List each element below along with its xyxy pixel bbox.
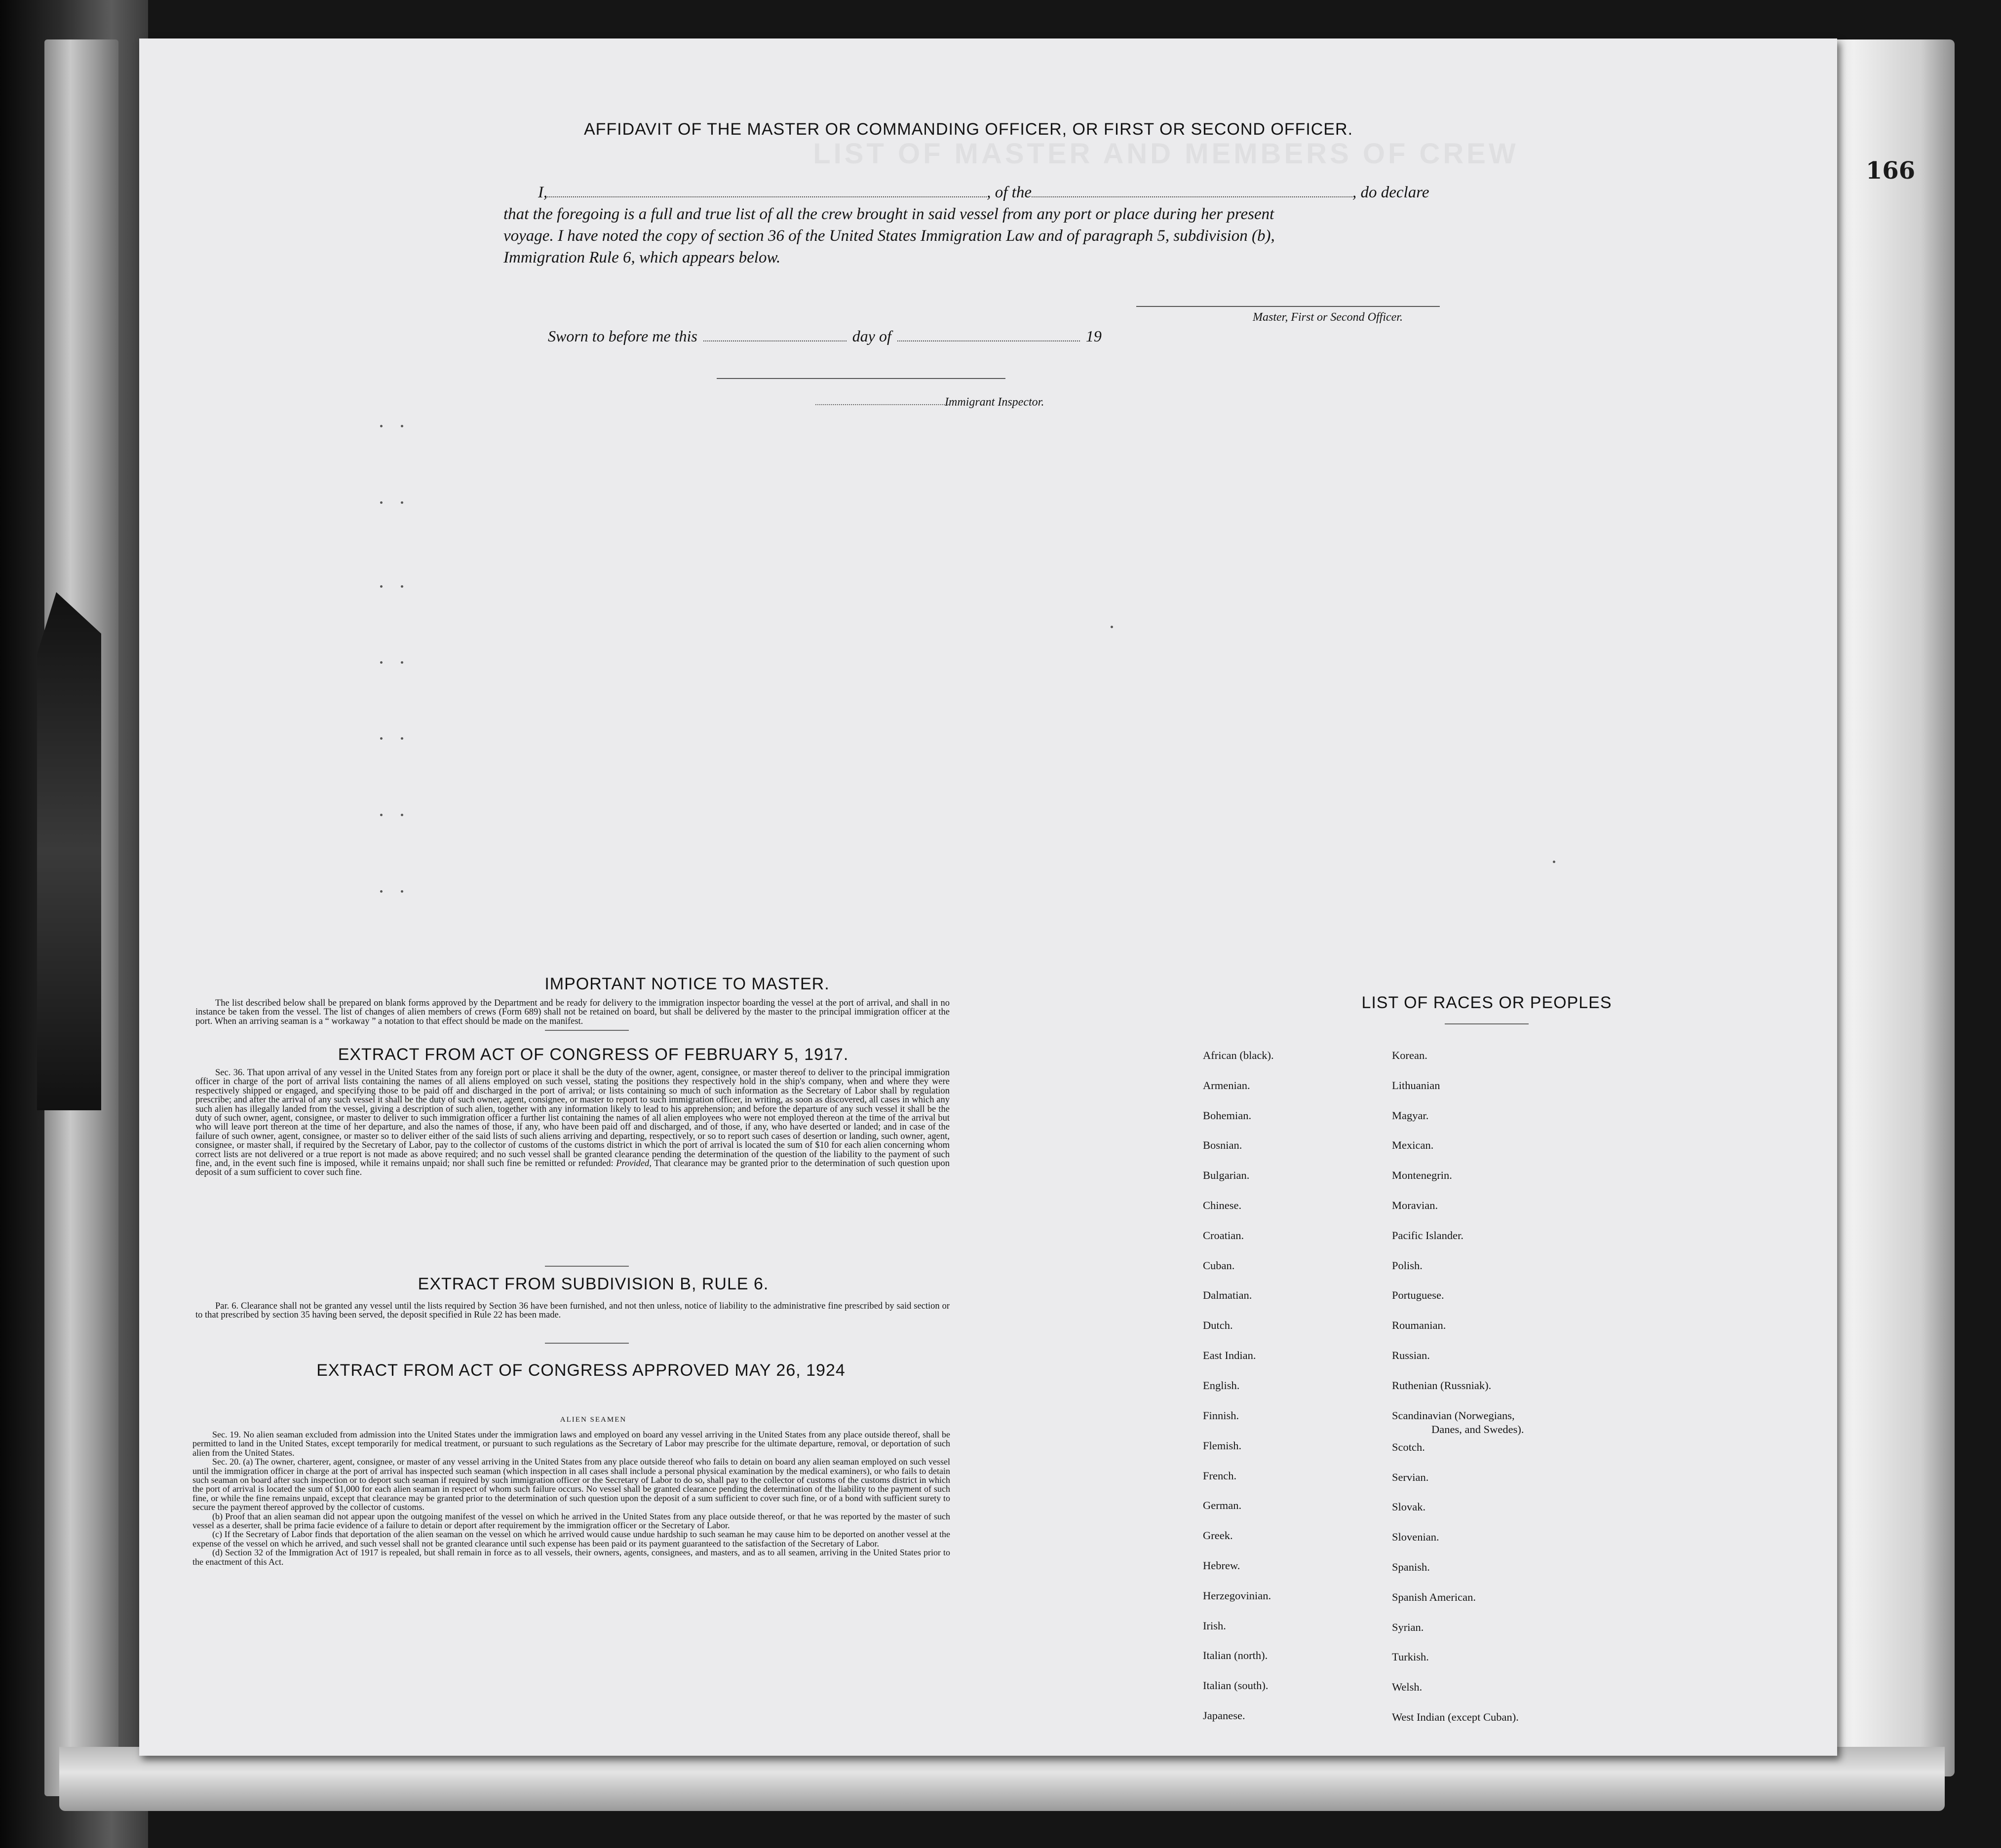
name-blank	[547, 184, 987, 197]
extract-1924-title: EXTRACT FROM ACT OF CONGRESS APPROVED MAY 26, 1924	[316, 1361, 846, 1380]
declaration-line-3: voyage. I have noted the copy of section 36 of the United States Immigration Law and of paragraph 5, subdivision (b),	[503, 227, 1275, 245]
race-item: Irish.	[1203, 1620, 1226, 1632]
sec-19-text	[192, 1430, 950, 1457]
divider	[545, 1266, 629, 1267]
divider	[545, 1343, 629, 1344]
race-item: Portuguese.	[1392, 1289, 1444, 1301]
i-label: I,	[538, 184, 548, 201]
sworn-day-blank	[703, 328, 847, 341]
sec-20b-text: (b) Proof that an alien seaman did not appear upon the outgoing manifest of the vessel on which he arrived in the United States from any place outside thereof, or that he was reported by the master of such vessel as a deserter, shall be prima facie evidence of a failure to detain or deport after requirement by the immigration officer or the Secretary of Labor.	[192, 1511, 950, 1531]
row-dot	[401, 737, 403, 740]
master-signature-caption: Master, First or Second Officer.	[1253, 311, 1403, 324]
declaration-line-2: that the foregoing is a full and true list of all the crew brought in said vessel from any port or place during her present	[503, 205, 1274, 223]
race-item: Lithuanian	[1392, 1079, 1440, 1092]
divider	[545, 1030, 629, 1031]
page-number: 166	[1866, 157, 1916, 185]
race-item: Scandinavian (Norwegians,	[1392, 1409, 1515, 1422]
sec-19-label: Sec. 19.	[212, 1430, 241, 1439]
race-item: Mexican.	[1392, 1139, 1434, 1151]
race-item: Spanish American.	[1392, 1591, 1476, 1603]
sec-20d-text: (d) Section 32 of the Immigration Act of 1917 is repealed, but shall remain in force as to all vessels, their owners, agents, consignees, and masters, and as to all seamen, arriving in the United States prior to the enactment of this Act.	[192, 1547, 950, 1567]
extract-rule6-title: EXTRACT FROM SUBDIVISION B, RULE 6.	[418, 1275, 769, 1293]
race-item: Turkish.	[1392, 1651, 1429, 1663]
race-item: Slovenian.	[1392, 1531, 1439, 1543]
sec-36-label: Sec. 36.	[215, 1068, 245, 1078]
race-item: Montenegrin.	[1392, 1169, 1452, 1181]
row-dot	[401, 425, 403, 427]
year-prefix: 19	[1085, 327, 1102, 345]
sec-36-text	[195, 1068, 950, 1177]
race-item: Bohemian.	[1203, 1109, 1252, 1122]
divider	[1445, 1023, 1529, 1024]
day-of-label: day of	[852, 327, 891, 345]
race-item: Bulgarian.	[1203, 1169, 1250, 1181]
row-dot	[401, 814, 403, 816]
row-dot	[380, 501, 383, 504]
race-item: Chinese.	[1203, 1199, 1242, 1211]
race-item: Cuban.	[1203, 1259, 1235, 1272]
race-item: Dalmatian.	[1203, 1289, 1252, 1301]
row-dot	[380, 425, 383, 427]
race-item: Danes, and Swedes).	[1431, 1423, 1524, 1435]
provided-word: Provided,	[616, 1159, 652, 1169]
race-item: African (black).	[1203, 1049, 1274, 1061]
row-dot	[401, 890, 403, 893]
row-dot	[1111, 626, 1113, 628]
race-item: Greek.	[1203, 1529, 1233, 1542]
inspector-signature-line	[717, 378, 1005, 379]
race-item: Croatian.	[1203, 1229, 1244, 1242]
document-page	[139, 38, 1837, 1756]
races-title: LIST OF RACES OR PEOPLES	[1361, 993, 1612, 1012]
race-item: Roumanian.	[1392, 1319, 1446, 1331]
race-item: Scotch.	[1392, 1441, 1425, 1453]
par-6-label: Par. 6.	[215, 1301, 239, 1311]
race-item: East Indian.	[1203, 1349, 1256, 1361]
page-stack-bottom-edge	[59, 1747, 1945, 1811]
row-dot	[380, 661, 383, 664]
race-item: Syrian.	[1392, 1621, 1424, 1633]
race-item: Moravian.	[1392, 1199, 1438, 1211]
row-dot	[401, 585, 403, 588]
race-item: Spanish.	[1392, 1561, 1430, 1573]
sec-20a-text	[192, 1457, 950, 1511]
affidavit-declaration	[503, 182, 1614, 268]
row-dot	[380, 814, 383, 816]
extract-1924-body	[192, 1430, 950, 1566]
race-item: Russian.	[1392, 1349, 1430, 1361]
notice-title: IMPORTANT NOTICE TO MASTER.	[544, 975, 830, 993]
race-item: Armenian.	[1203, 1079, 1250, 1092]
race-item: Servian.	[1392, 1471, 1429, 1483]
row-dot	[1553, 861, 1555, 863]
row-dot	[380, 737, 383, 740]
race-item: Finnish.	[1203, 1409, 1239, 1422]
race-item: Italian (south).	[1203, 1679, 1269, 1692]
par-6-text	[195, 1302, 950, 1320]
vessel-blank	[1032, 184, 1352, 197]
row-dot	[401, 661, 403, 664]
race-item: Welsh.	[1392, 1681, 1423, 1693]
sec-20a-body: (a) The owner, charterer, agent, consignee, or master of any vessel arriving in the United States from any place outside thereof who fails to detain on board any alien seaman employed on such vessel until the immigration officer in charge at the port of arrival has inspected such seaman (which inspection in all cases shall include a personal physical examination by the medical examiners), or who fails to detain such seaman on board after such inspection or to deport such seaman if required by such immigration officer or the Secretary of Labor to do so, shall pay to the collector of customs of the customs district in which the port of arrival is located the sum of $1,000 for each alien seaman in respect of whom such failure occurs. No vessel shall be granted clearance pending the determination of the liability to the payment of such fine, or while the fine remains unpaid, except that clearance may be granted prior to the determination of such question upon the deposit of a sum sufficient to cover such fine, or of a bond with sufficient surety to secure the payment thereof approved by the collector of customs.	[192, 1457, 950, 1512]
race-item: Bosnian.	[1203, 1139, 1242, 1151]
race-item: French.	[1203, 1470, 1237, 1482]
race-item: West Indian (except Cuban).	[1392, 1711, 1519, 1723]
race-item: Korean.	[1392, 1049, 1427, 1061]
race-item: Hebrew.	[1203, 1559, 1240, 1572]
row-dot	[401, 501, 403, 504]
declaration-line-4: Immigration Rule 6, which appears below.	[503, 249, 781, 266]
race-item: Ruthenian (Russniak).	[1392, 1379, 1492, 1392]
of-the-label: , of the	[987, 184, 1032, 201]
extract-1917-body	[195, 1068, 950, 1177]
race-item: Flemish.	[1203, 1439, 1242, 1452]
sec-19-body: No alien seaman excluded from admission into the United States under the immigration laws and employed on board any vessel arriving in the United States from any place outside thereof, shall be permitted to land in the United States, except temporarily for medical treatment, or pursuant to such regulations as the Secretary of Labor may prescribe for the ultimate departure, removal, or deportation of such alien from the United States.	[192, 1430, 950, 1458]
sworn-prefix: Sworn to before me this	[548, 327, 697, 345]
race-item: Pacific Islander.	[1392, 1229, 1463, 1242]
master-signature-line	[1136, 306, 1440, 307]
extract-rule6-body	[195, 1302, 950, 1320]
sworn-line	[548, 327, 1239, 345]
race-item: German.	[1203, 1499, 1242, 1511]
notice-body	[195, 999, 950, 1026]
race-item: Herzegovinian.	[1203, 1589, 1271, 1602]
bleed-through-heading: LIST OF MASTER AND MEMBERS OF CREW	[813, 138, 1519, 170]
sec-20c-text: (c) If the Secretary of Labor finds that deportation of the alien seaman on the vessel on which he arrived would cause undue hardship to such seaman he may cause him to be deported on another vessel at the expense of the vessel on which he arrived, and such vessel shall not be granted clearance until such expense has been paid or its payment guaranteed to the satisfaction of the Secretary of Labor.	[192, 1529, 950, 1548]
inspector-caption-line	[815, 404, 949, 405]
inspector-caption: Immigrant Inspector.	[945, 396, 1044, 409]
sec-36-body-end: That clearance may be granted prior to the determination of such question upon deposit of a sum sufficient to cover such fine.	[195, 1159, 950, 1178]
binding-shadow	[37, 592, 101, 1110]
race-item: Japanese.	[1203, 1709, 1245, 1722]
affidavit-title: AFFIDAVIT OF THE MASTER OR COMMANDING OFFICER, OR FIRST OR SECOND OFFICER.	[583, 120, 1353, 139]
notice-text: The list described below shall be prepared on blank forms approved by the Department and be ready for delivery to the immigration inspector boarding the vessel at the port of arrival, and shall in no instance be taken from the vessel. The list of changes of alien members of crews (Form 689) shall not be retained on board, but shall be delivered by the master to the principal immigration officer at the port. When an arriving seaman is a “ workaway ” a notation to that effect should be made on the manifest.	[195, 998, 950, 1026]
extract-1917-title: EXTRACT FROM ACT OF CONGRESS OF FEBRUARY 5, 1917.	[338, 1045, 849, 1064]
race-item: English.	[1203, 1379, 1240, 1392]
alien-seamen-subtitle: ALIEN SEAMEN	[560, 1416, 627, 1424]
race-item: Magyar.	[1392, 1109, 1429, 1122]
row-dot	[380, 585, 383, 588]
sworn-month-blank	[897, 328, 1080, 341]
sec-20-label: Sec. 20.	[212, 1457, 241, 1467]
race-item: Slovak.	[1392, 1501, 1426, 1513]
race-item: Polish.	[1392, 1259, 1423, 1272]
par-6-body: Clearance shall not be granted any vessel until the lists required by Section 36 have been furnished, and not then unless, notice of liability to the administrative fine prescribed by said section or to that prescribed by section 35 having been served, the deposit specified in Rule 22 has been made.	[195, 1301, 950, 1320]
declaration-line-1	[503, 182, 1614, 203]
race-item: Dutch.	[1203, 1319, 1233, 1331]
sec-36-body: That upon arrival of any vessel in the United States from any foreign port or place it shall be the duty of the owner, agent, consignee, or master thereof to deliver to the principal immigration officer in charge of the port of arrival lists containing the names of all aliens employed on such vessel, stating the positions they respectively hold in the ship's company, when and where they were respectively shipped or engaged, and specifying those to be paid off and discharged in the port of arrival; or lists containing so much of such information as the Secretary of Labor shall by regulation prescribe; and after the arrival of any such vessel it shall be the duty of such owner, agent, consignee, or master to report to such immigration officer, in writing, as soon as discovered, all cases in which any such alien has illegally landed from the vessel, giving a description of such alien, together with any information likely to lead to his apprehension; and before the departure of any such vessel it shall be the duty of such owner, agent, consignee, or master to deliver to such immigration officer a further list containing the names of all alien employees who were not employed thereon at the time of the arrival but who will leave port thereon at the time of her departure, and also the names of those, if any, who have been paid off and discharged, and of those, if any, who have deserted or landed; and in case of the failure of such owner, agent, consignee, or master so to deliver either of the said lists of such aliens arriving and departing, respectively, or so to report such cases of desertion or landing, such owner, agent, consignee, or master shall, if required by the Secretary of Labor, pay to the collector of customs of the customs district in which the port of arrival is located the sum of $10 for each alien concerning whom correct lists are not delivered or a true report is not made as above required; and no such vessel shall be granted clearance pending the determination of the question of the liability to the payment of such fine, and, in the event such fine is imposed, while it remains unpaid; nor shall such fine be remitted or refunded:	[195, 1068, 950, 1169]
do-declare-label: , do declare	[1352, 184, 1429, 201]
row-dot	[380, 890, 383, 893]
race-item: Italian (north).	[1203, 1649, 1268, 1661]
